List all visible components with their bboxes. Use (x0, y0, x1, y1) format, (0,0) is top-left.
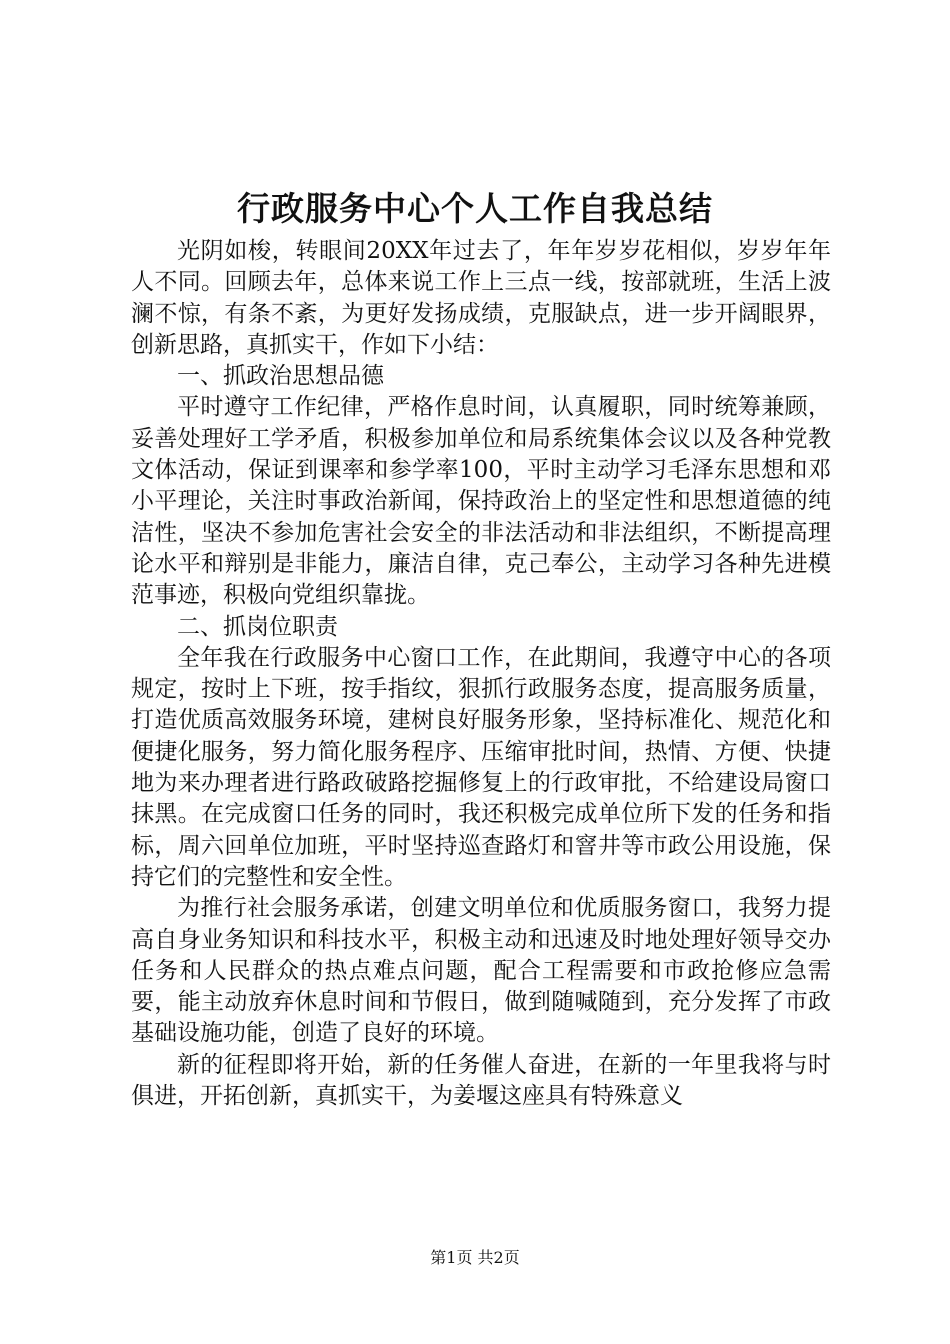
document-title: 行政服务中心个人工作自我总结 (237, 189, 713, 228)
section-heading-duties: 二、抓岗位职责 (177, 613, 338, 640)
document-body (131, 236, 831, 1112)
paragraph-duties: 全年我在行政服务中心窗口工作，在此期间，我遵守中心的各项规定，按时上下班，按手指纹，狠抓行政服务态度，提高服务质量，打造优质高效服务环境，建树良好服务形象，坚持标准化、规范化和便捷化服务，努力简化服务程序、压缩审批时间，热情、方便、快捷地为来办理者进行路政破路挖掘修复上的行政审批，不给建设局窗口抹黑。在完成窗口任务的同时，我还积极完成单位所下发的任务和指标，周六回单位加班，平时坚持巡查路灯和窨井等市政公用设施，保持它们的完整性和安全性。 (131, 644, 831, 890)
section-heading-politics: 一、抓政治思想品德 (177, 363, 384, 390)
paragraph-intro: 光阴如梭，转眼间20XX年过去了，年年岁岁花相似，岁岁年年人不同。回顾去年，总体来说工作上三点一线，按部就班，生活上波澜不惊，有条不紊，为更好发扬成绩，克服缺点，进一步开阔眼界，创新思路，真抓实干，作如下小结： (131, 238, 831, 358)
page-footer: 第1页 共2页 (430, 1248, 520, 1267)
paragraph-outlook: 新的征程即将开始，新的任务催人奋进，在新的一年里我将与时俱进，开拓创新，真抓实干，为姜堰这座具有特殊意义 (131, 1051, 831, 1110)
paragraph-politics: 平时遵守工作纪律，严格作息时间，认真履职，同时统筹兼顾，妥善处理好工学矛盾，积极参加单位和局系统集体会议以及各种党教文体活动，保证到课率和参学率100，平时主动学习毛泽东思想和邓小平理论，关注时事政治新闻，保持政治上的坚定性和思想道德的纯洁性，坚决不参加危害社会安全的非法活动和非法组织，不断提高理论水平和辩别是非能力，廉洁自律，克己奉公，主动学习各种先进模范事迹，积极向党组织靠拢。 (131, 394, 831, 609)
paragraph-service: 为推行社会服务承诺，创建文明单位和优质服务窗口，我努力提高自身业务知识和科技水平，积极主动和迅速及时地处理好领导交办任务和人民群众的热点难点问题，配合工程需要和市政抢修应急需要，能主动放弃休息时间和节假日，做到随喊随到，充分发挥了市政基础设施功能，创造了良好的环境。 (131, 895, 831, 1047)
